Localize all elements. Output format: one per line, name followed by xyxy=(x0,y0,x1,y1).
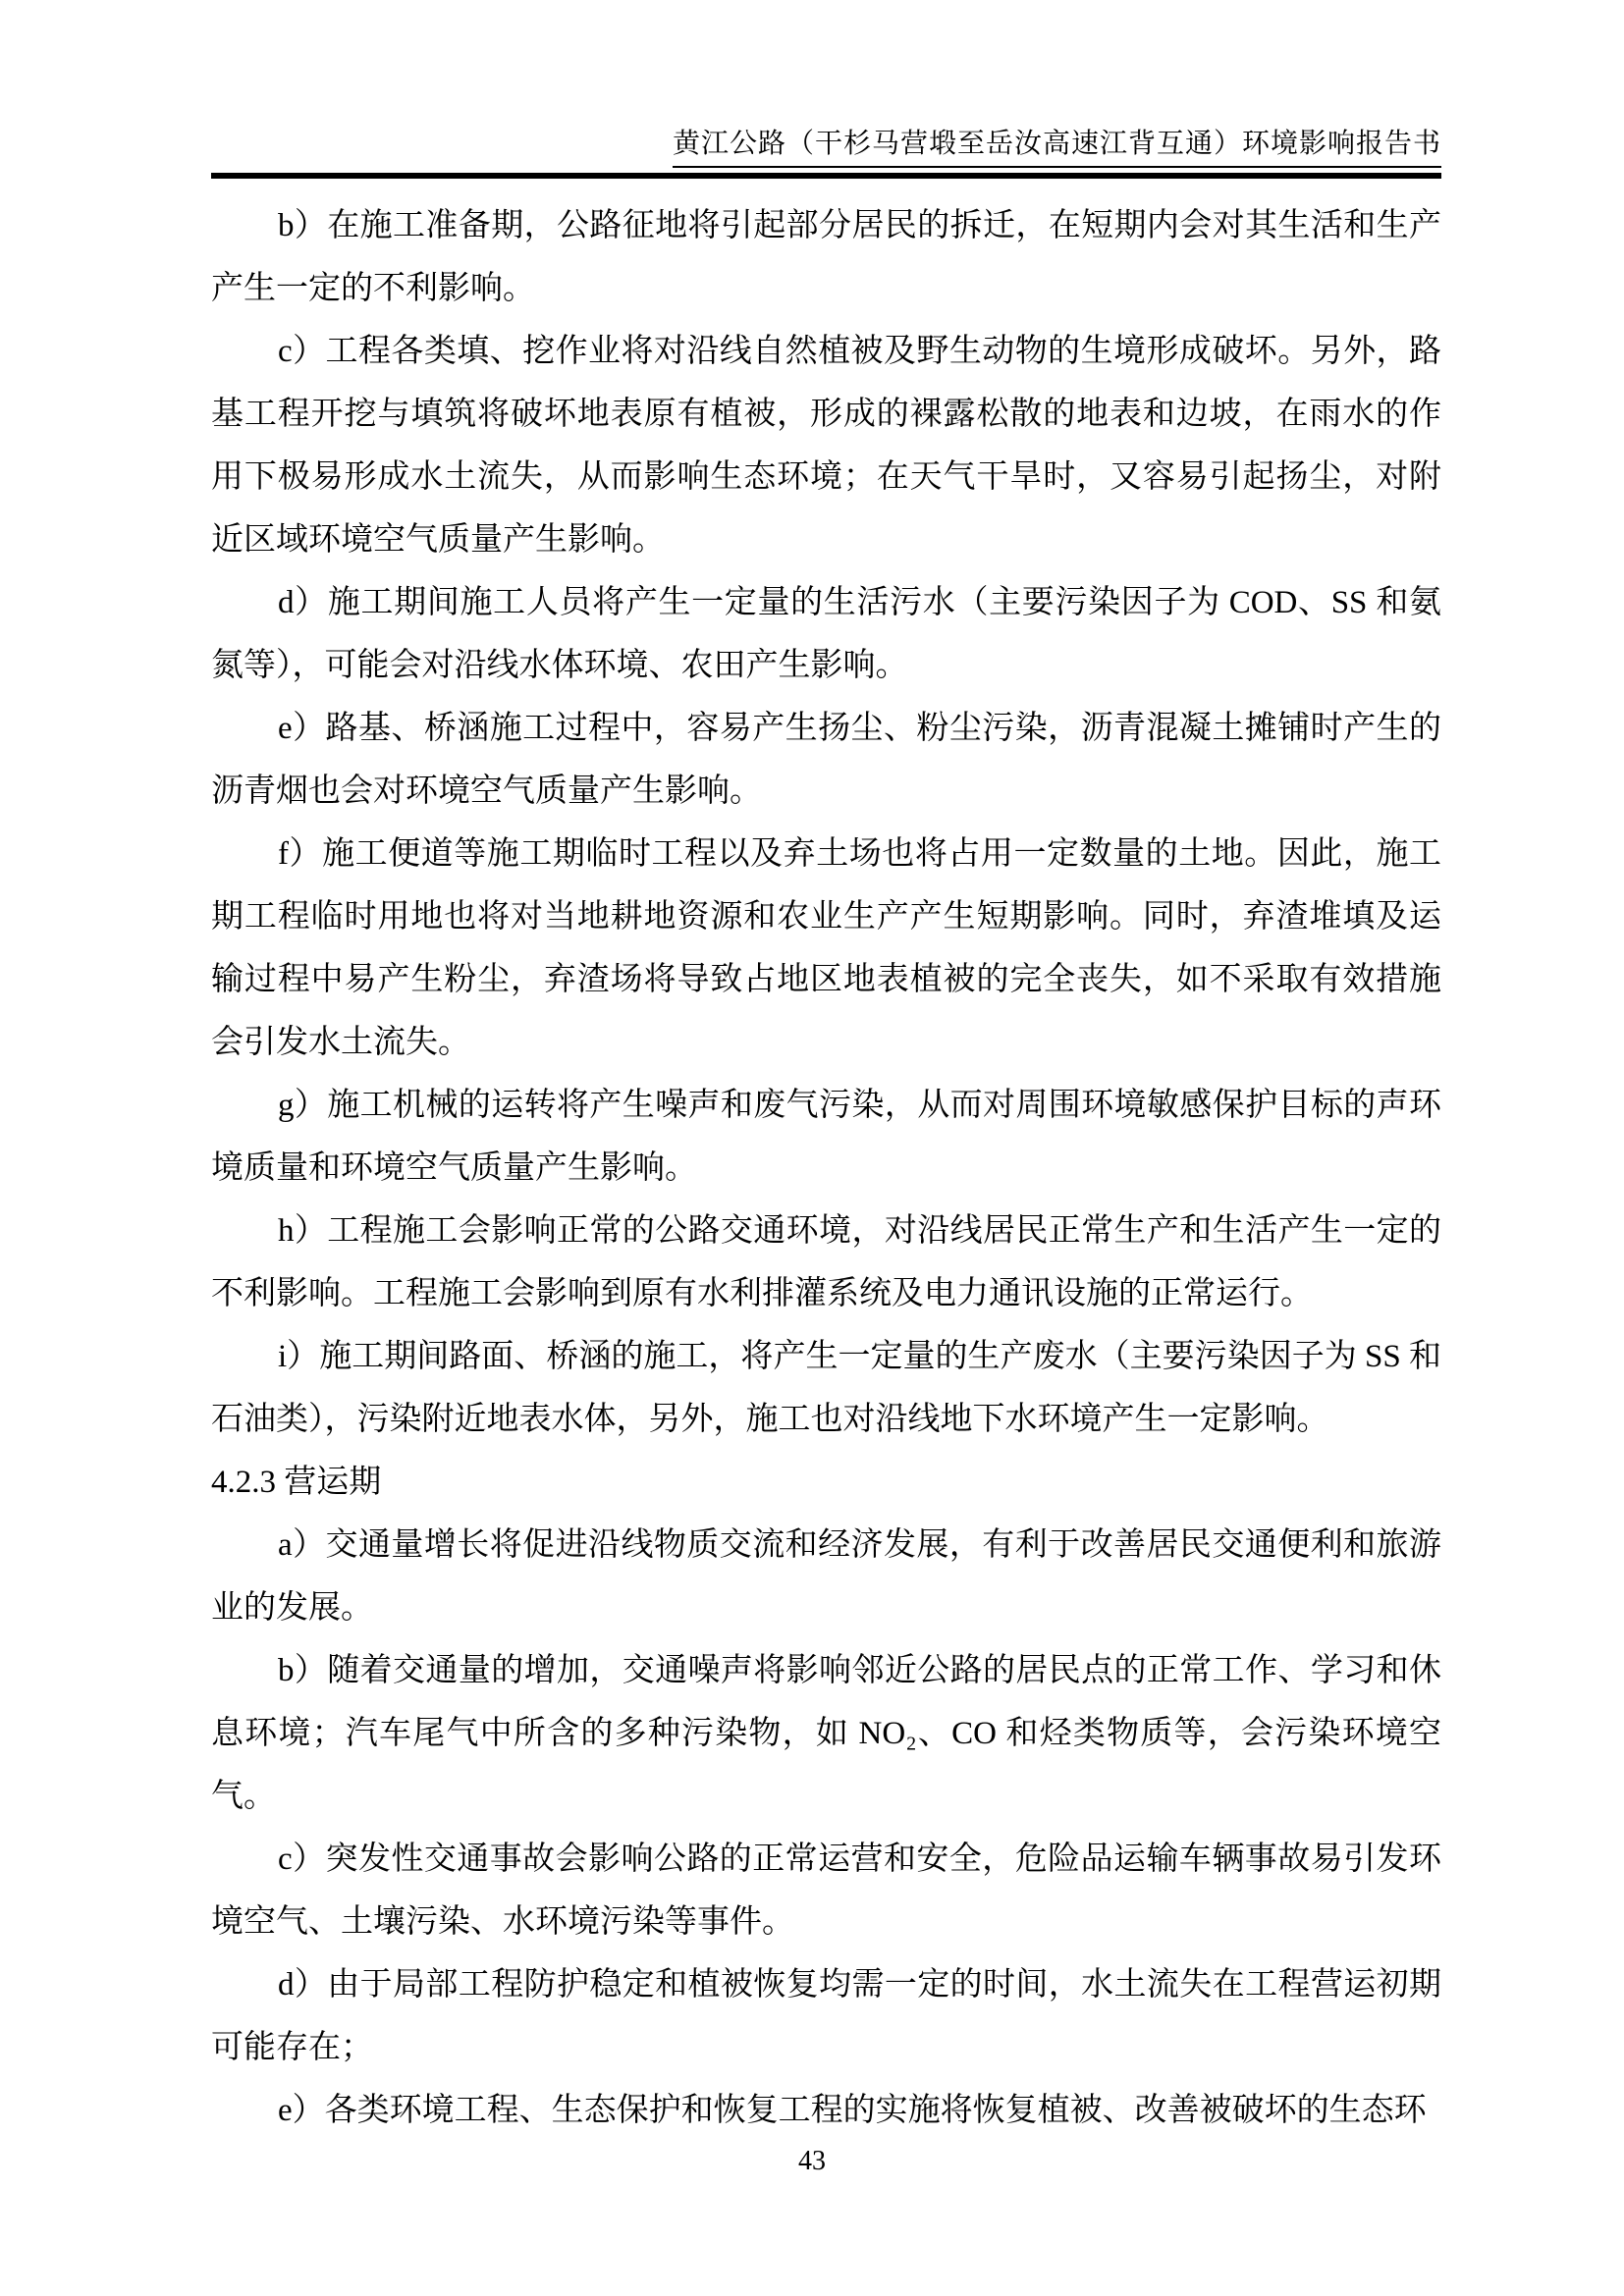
paragraph-g-machinery-noise: g）施工机械的运转将产生噪声和废气污染，从而对周围环境敏感保护目标的声环境质量和环境空气质量产生影响。 xyxy=(211,1088,1441,1186)
paragraph-d-domestic-sewage: d）施工期间施工人员将产生一定量的生活污水（主要污染因子为 COD、SS 和氨氮等），可能会对沿线水体环境、农田产生影响。 xyxy=(211,585,1441,683)
page-number: 43 xyxy=(798,2146,826,2176)
paragraph-b-demolition: b）在施工准备期，公路征地将引起部分居民的拆迁，在短期内会对其生活和生产产生一定的不利影响。 xyxy=(211,208,1441,306)
section-heading-operation-period: 4.2.3 营运期 xyxy=(211,1465,382,1500)
paragraph-e-ecological-restoration: e）各类环境工程、生态保护和恢复工程的实施将恢复植被、改善被破坏的生态环 xyxy=(278,2093,1427,2128)
header-title: 黄江公路（干杉马营塅至岳汝高速江背互通）环境影响报告书 xyxy=(673,126,1441,168)
paragraph-f-temporary-land: f）施工便道等施工期临时工程以及弃土场也将占用一定数量的土地。因此，施工期工程临时用地也将对当地耕地资源和农业生产产生短期影响。同时，弃渣堆填及运输过程中易产生粉尘，弃渣场将导致占地区地表植被的完全丧失，如不采取有效措施会引发水土流失。 xyxy=(211,836,1441,1060)
page-header xyxy=(211,126,1441,168)
page-footer xyxy=(0,2146,1624,2177)
paragraph-b-traffic-noise-exhaust: b）随着交通量的增加，交通噪声将影响邻近公路的居民点的正常工作、学习和休息环境；汽车尾气中所含的多种污染物，如 NO₂、CO 和烃类物质等，会污染环境空气。 xyxy=(211,1653,1441,1814)
paragraph-h-traffic-disruption: h）工程施工会影响正常的公路交通环境，对沿线居民正常生产和生活产生一定的不利影响。工程施工会影响到原有水利排灌系统及电力通讯设施的正常运行。 xyxy=(211,1213,1441,1311)
paragraph-d-soil-erosion: d）由于局部工程防护稳定和植被恢复均需一定的时间，水土流失在工程营运初期可能存在； xyxy=(211,1967,1441,2065)
paragraph-a-traffic-growth: a）交通量增长将促进沿线物质交流和经济发展，有利于改善居民交通便利和旅游业的发展。 xyxy=(211,1527,1441,1626)
paragraph-i-production-wastewater: i）施工期间路面、桥涵的施工，将产生一定量的生产废水（主要污染因子为 SS 和石油类），污染附近地表水体，另外，施工也对沿线地下水环境产生一定影响。 xyxy=(211,1339,1441,1437)
paragraph-e-dust-pollution: e）路基、桥涵施工过程中，容易产生扬尘、粉尘污染，沥青混凝土摊铺时产生的沥青烟也会对环境空气质量产生影响。 xyxy=(211,711,1441,809)
document-body xyxy=(211,194,1441,2142)
paragraph-c-traffic-accidents: c）突发性交通事故会影响公路的正常运营和安全，危险品运输车辆事故易引发环境空气、土壤污染、水环境污染等事件。 xyxy=(211,1842,1441,1940)
paragraph-c-vegetation-damage: c）工程各类填、挖作业将对沿线自然植被及野生动物的生境形成破坏。另外，路基工程开挖与填筑将破坏地表原有植被，形成的裸露松散的地表和边坡，在雨水的作用下极易形成水土流失，从而影响生态环境；在天气干旱时，又容易引起扬尘，对附近区域环境空气质量产生影响。 xyxy=(211,334,1441,558)
header-rule xyxy=(211,173,1441,179)
